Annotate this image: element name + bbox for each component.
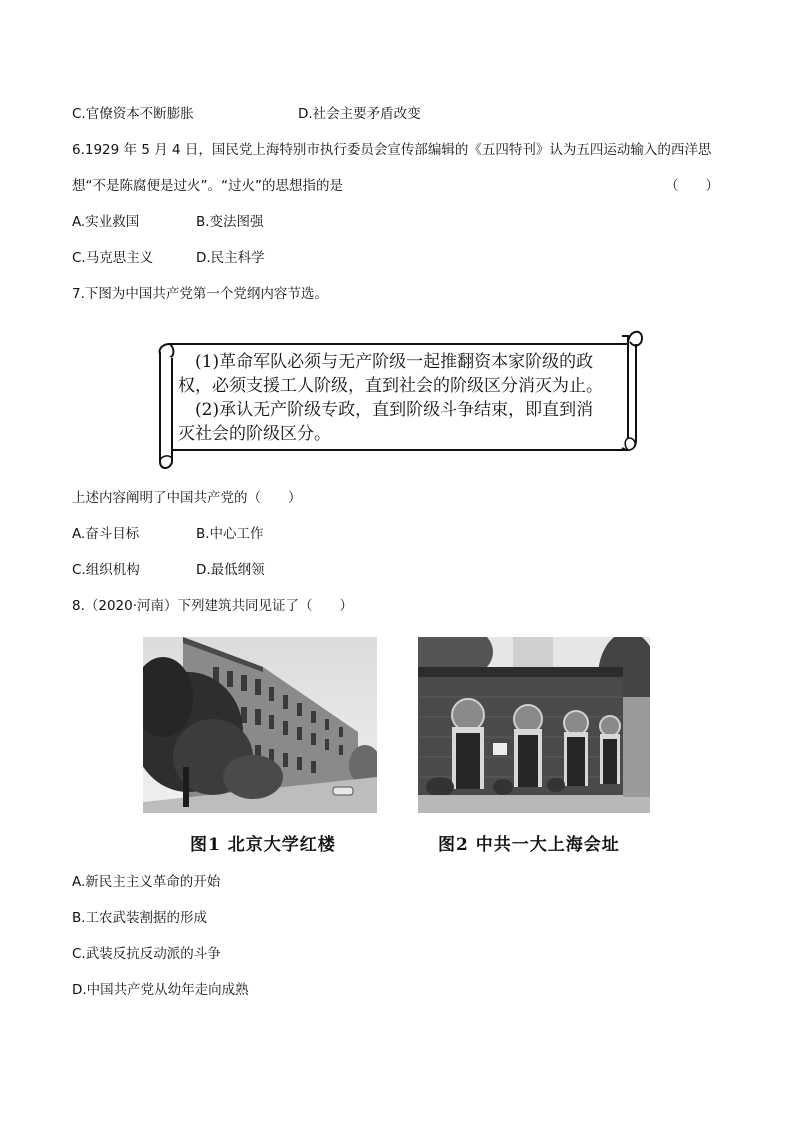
q5-option-d: D.社会主要矛盾改变 bbox=[298, 106, 421, 122]
q7-option-c: C.组织机构 bbox=[72, 562, 140, 578]
party-program-scroll bbox=[152, 322, 644, 472]
first-cpc-congress-site-photo bbox=[418, 637, 650, 813]
q7-option-b: B.中心工作 bbox=[196, 526, 264, 542]
q8-option-a: A.新民主主义革命的开始 bbox=[72, 874, 221, 890]
q5-option-c: C.官僚资本不断膨胀 bbox=[72, 106, 194, 122]
photo2-caption: 图2 中共一大上海会址 bbox=[438, 835, 620, 855]
q6-answer-bracket: （ ） bbox=[665, 178, 719, 194]
q6-option-a: A.实业救国 bbox=[72, 214, 140, 230]
peking-university-red-building-photo bbox=[143, 637, 377, 813]
q8-option-b: B.工农武装割据的形成 bbox=[72, 910, 208, 926]
q6-option-b: B.变法图强 bbox=[196, 214, 264, 230]
q8-option-c: C.武装反抗反动派的斗争 bbox=[72, 946, 221, 962]
scroll-text bbox=[178, 350, 628, 446]
photo1-caption: 图1 北京大学红楼 bbox=[190, 835, 336, 855]
q8-option-d: D.中国共产党从幼年走向成熟 bbox=[72, 982, 249, 998]
scroll-line: 权，必须支援工人阶级，直到社会的阶级区分消灭为止。 bbox=[178, 376, 603, 396]
q6-stem-line1: 6.1929 年 5 月 4 日，国民党上海特别市执行委员会宣传部编辑的《五四特刊》认为五四运动输入的西洋思 bbox=[72, 142, 712, 158]
q8-stem: 8.（2020·河南）下列建筑共同见证了（ ） bbox=[72, 598, 354, 614]
scroll-line: 灭社会的阶级区分。 bbox=[178, 424, 331, 444]
q7-stem: 7.下图为中国共产党第一个党纲内容节选。 bbox=[72, 286, 328, 302]
q7-option-a: A.奋斗目标 bbox=[72, 526, 140, 542]
q6-option-c: C.马克思主义 bbox=[72, 250, 154, 266]
scroll-line: (1)革命军队必须与无产阶级一起推翻资本家阶级的政 bbox=[178, 352, 594, 372]
q7-question: 上述内容阐明了中国共产党的（ ） bbox=[72, 490, 302, 506]
q6-stem-line2: 想“不是陈腐便是过火”。“过火”的思想指的是 bbox=[72, 178, 343, 194]
q7-option-d: D.最低纲领 bbox=[196, 562, 265, 578]
scroll-line: (2)承认无产阶级专政，直到阶级斗争结束，即直到消 bbox=[178, 400, 594, 420]
q6-option-d: D.民主科学 bbox=[196, 250, 265, 266]
